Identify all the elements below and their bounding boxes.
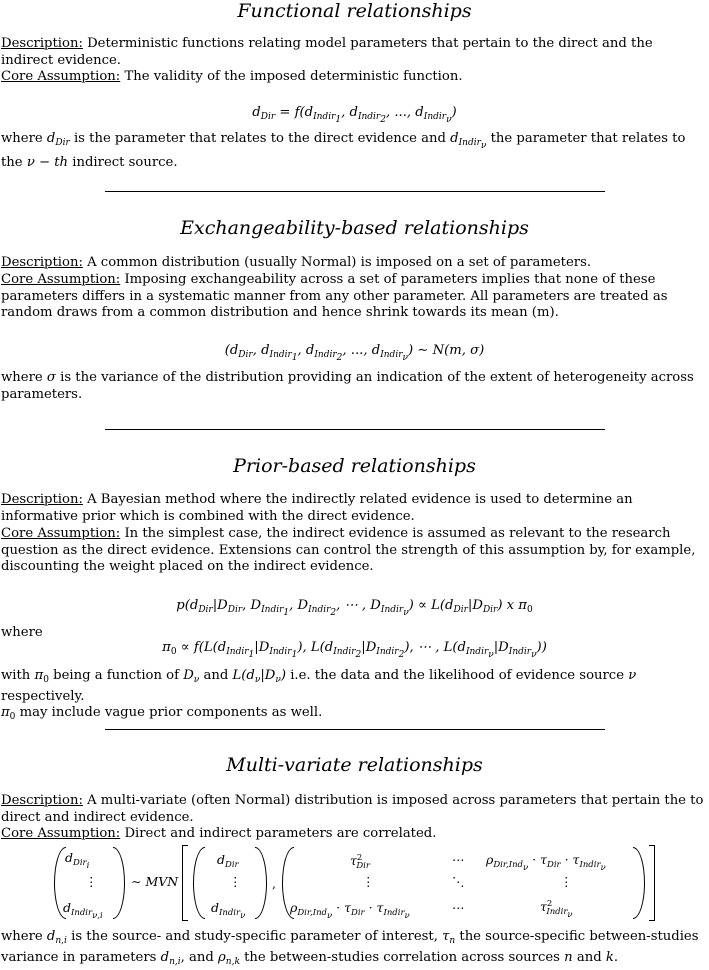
equation-functional: $d_{Dir} = f(d_{Indir_1}$, $d_{Indir_2}$, ..., $d_{Indir_\nu}$) [252,105,457,125]
description-text: A multi-variate (often Normal) distribution is imposed across parameters that pertain the to direct and indirect evidence. [1,793,704,825]
with-prior: with $\pi_0$ being a function of $D_\nu$ and $L(d_\nu|D_\nu)$ i.e. the data and the likelihood of evidence source ν respectively. $\pi_0$ may include vague prior components as well. [1,668,637,722]
description-label: Description: [1,255,83,270]
description-text: A Bayesian method where the indirectly related evidence is used to determine an informative prior which is combined with the direct evidence. [1,492,633,524]
description-label: Description: [1,492,83,507]
description-multivariate [1,793,708,826]
section-title-functional: Functional relationships [237,0,472,22]
equation-multivariate: $d_{Dir_i}$ ⋮ $d_{Indir_{\nu,i}}$ ∼ MVN $d_{Dir}$ ⋮ $d_{Indir_\nu}$ , $\tau^2_{Dir}$ ⋯ $\rho_{Dir,Ind_\nu} \cdot \tau_{Dir} \cdot \tau_{Indir_\nu}$ ⋮ ⋱ ⋮ $\rho_{Dir,Ind_\nu} \cdot \tau_{Dir} \cdot \tau_{Indir_\nu}$ ⋯ $\tau^2_{Indir_\nu}$ [0,847,709,919]
description-prior [1,492,708,525]
description-label: Description: [1,793,83,808]
assumption-text: In the simplest case, the indirect evidence is assumed as relevant to the research question as the direct evidence. Extensions can control the strength of this assumption by, for example, discounting the weight placed on the indirect evidence. [1,526,696,574]
divider [105,729,605,730]
assumption-multivariate [1,826,708,843]
assumption-text: Direct and indirect parameters are correlated. [124,826,437,841]
where-exchangeability: where σ is the variance of the distribution providing an indication of the extent of heterogeneity across parameters. [1,370,694,402]
equation-prior-posterior: $p(d_{Dir}|D_{Dir}$, $D_{Indir_1}$, $D_{Indir_2}$, ⋯ , $D_{Indir_\nu}) \propto L(d_{Dir}|D_{Dir})$ x $\pi_0$ [176,598,533,618]
assumption-text: The validity of the imposed deterministic function. [124,69,463,84]
description-text: A common distribution (usually Normal) is imposed on a set of parameters. [87,255,592,270]
divider [105,429,605,430]
where-functional: where $d_{Dir}$ is the parameter that relates to the direct evidence and $d_{Indir_\nu}$ the parameter that relates to the ν − th indirect source. [1,131,686,170]
description-label: Description: [1,36,83,51]
where-multivariate: where $d_{n,i}$ is the source- and study-specific parameter of interest, $\tau_n$ the source-specific between-studies variance in parameters $d_{n,i}$, and $\rho_{n,k}$ the between-studies correlation across sources n and k. [1,929,699,967]
assumption-exchangeability [1,272,708,322]
section-title-exchangeability: Exchangeability-based relationships [180,217,529,239]
assumption-label: Core Assumption: [1,272,121,287]
section-title-multivariate: Multi-variate relationships [226,754,483,776]
assumption-text: Imposing exchangeability across a set of parameters implies that none of these parameters differs in a systematic manner from any other parameter. All parameters are treated as random draws from a common distribution and hence shrink towards its mean (m). [1,272,668,320]
assumption-label: Core Assumption: [1,69,121,84]
description-text: Deterministic functions relating model parameters that pertain to the direct and the indirect evidence. [1,36,653,68]
section-title-prior: Prior-based relationships [233,455,476,477]
divider [105,191,605,192]
assumption-label: Core Assumption: [1,826,121,841]
equation-exchangeability: ($d_{Dir}$, $d_{Indir_1}$, $d_{Indir_2}$, ..., $d_{Indir_\nu}$) ∼ N(m, σ) [224,343,485,363]
assumption-prior [1,526,708,576]
assumption-functional [1,69,708,86]
where-prior: where [1,625,43,640]
assumption-label: Core Assumption: [1,526,121,541]
description-functional [1,36,708,69]
description-exchangeability [1,255,708,272]
equation-prior-pi: $\pi_0 \propto f(L(d_{Indir_1}|D_{Indir_1})$, $L(d_{Indir_2}|D_{Indir_2})$, ⋯ , $L(d_{Indir_\nu}|D_{Indir_\nu})$) [162,640,547,660]
